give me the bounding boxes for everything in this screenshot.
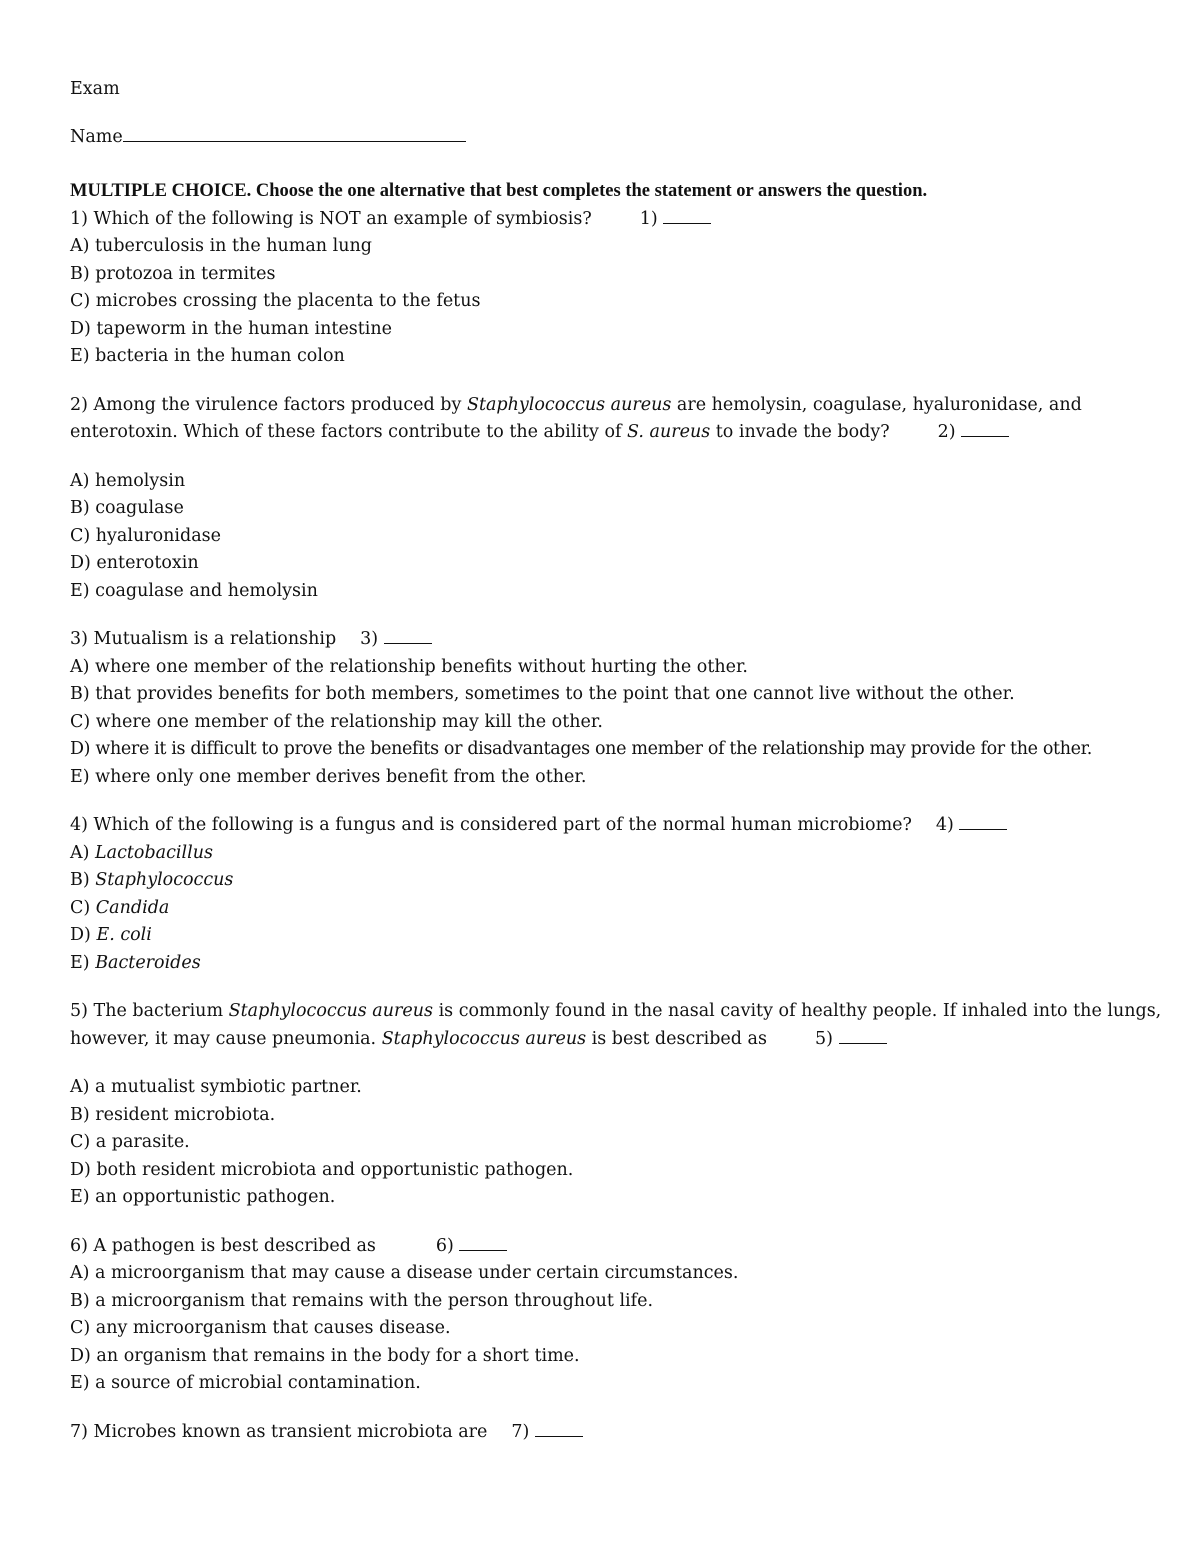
option-letter: A) [70, 842, 90, 863]
answer-number: 5) [814, 1028, 833, 1049]
answer-blank[interactable] [839, 1027, 887, 1044]
option-c[interactable]: C) microbes crossing the placenta to the fetus [70, 291, 481, 311]
answer-blank[interactable] [459, 1234, 507, 1251]
question-3 [70, 626, 1140, 791]
name-field[interactable] [123, 121, 466, 142]
question-stem [70, 998, 1162, 1053]
option-b[interactable]: B) coagulase [70, 498, 184, 518]
option-text: Staphylococcus [95, 870, 234, 890]
option-a[interactable]: A) tuberculosis in the human lung [70, 236, 372, 256]
question-4 [70, 812, 1140, 977]
answer-number: 7) [511, 1421, 530, 1442]
answer-blank[interactable] [663, 207, 711, 224]
answer-blank[interactable] [961, 420, 1009, 437]
question-text: enterotoxin. Which of these factors contribute to the ability of [70, 422, 628, 442]
answer-number: 2) [937, 422, 956, 442]
question-text: is best described as [586, 1028, 767, 1049]
question-text: 7) Microbes known as transient microbiota are [70, 1421, 488, 1442]
question-text: 2) Among the virulence factors produced by [70, 394, 467, 415]
answer-blank[interactable] [959, 813, 1007, 830]
question-text: 5) The bacterium [70, 1001, 229, 1021]
answer-number: 3) [360, 629, 379, 649]
option-text: Lactobacillus [95, 842, 213, 863]
option-e[interactable]: E) an opportunistic pathogen. [70, 1187, 336, 1207]
question-text: 4) Which of the following is a fungus and is considered part of the normal human microbiome? [70, 815, 912, 835]
option-a[interactable]: A) a microorganism that may cause a disease under certain circumstances. [70, 1263, 739, 1283]
name-label: Name [70, 126, 123, 147]
option-c[interactable]: C) hyaluronidase [70, 525, 221, 546]
question-5 [70, 998, 1162, 1212]
option-e[interactable]: E) bacteria in the human colon [70, 346, 345, 366]
option-text: Candida [95, 897, 170, 918]
question-stem [70, 392, 1140, 447]
question-text: are hemolysin, coagulase, hyaluronidase, and [671, 394, 1082, 415]
question-text: is commonly found in the nasal cavity of healthy people. If inhaled into the lungs, [433, 1001, 1162, 1021]
organism-name: Staphylococcus aureus [466, 394, 672, 415]
question-text: 1) Which of the following is NOT an example of symbiosis? [70, 208, 592, 229]
question-text: 3) Mutualism is a relationship [70, 629, 337, 649]
option-d[interactable]: D) enterotoxin [70, 553, 199, 573]
option-d[interactable]: D) tapeworm in the human intestine [70, 318, 393, 339]
question-stem [70, 812, 1140, 840]
option-c[interactable] [70, 895, 1140, 923]
option-a[interactable]: A) where one member of the relationship benefits without hurting the other. [70, 656, 748, 677]
option-c[interactable]: C) any microorganism that causes disease. [70, 1318, 451, 1338]
option-d[interactable]: D) both resident microbiota and opportunistic pathogen. [70, 1159, 574, 1180]
question-1 [70, 206, 1140, 371]
question-6 [70, 1233, 1140, 1398]
option-b[interactable] [70, 867, 1140, 895]
exam-title: Exam [70, 79, 120, 99]
question-text: 6) A pathogen is best described as [70, 1235, 376, 1256]
answer-number: 1) [639, 208, 658, 229]
option-b[interactable]: B) that provides benefits for both members, sometimes to the point that one cannot live without the other. [70, 684, 1015, 704]
option-b[interactable]: B) resident microbiota. [70, 1104, 276, 1125]
option-e[interactable]: E) a source of microbial contamination. [70, 1373, 421, 1393]
question-text: however, it may cause pneumonia. [70, 1028, 382, 1049]
answer-blank[interactable] [535, 1420, 583, 1437]
option-d[interactable] [70, 922, 1140, 950]
option-a[interactable]: A) a mutualist symbiotic partner. [70, 1077, 362, 1097]
option-a[interactable]: A) hemolysin [70, 470, 186, 491]
option-c[interactable]: C) where one member of the relationship may kill the other. [70, 711, 603, 732]
question-text: to invade the body? [710, 422, 890, 442]
question-stem [70, 1419, 1140, 1447]
option-letter: C) [70, 897, 91, 918]
question-7 [70, 1419, 1140, 1447]
option-a[interactable] [70, 840, 1140, 868]
option-letter: D) [70, 925, 91, 945]
answer-number: 6) [435, 1235, 454, 1256]
option-b[interactable]: B) a microorganism that remains with the person throughout life. [70, 1290, 654, 1311]
option-text: Bacteroides [95, 952, 201, 973]
option-e[interactable]: E) coagulase and hemolysin [70, 580, 318, 601]
instructions: MULTIPLE CHOICE. Choose the one alternative that best completes the statement or answers the question. [70, 181, 928, 201]
question-stem [70, 206, 1140, 234]
option-text: E. coli [96, 925, 152, 945]
option-letter: E) [70, 952, 90, 973]
question-stem [70, 626, 1140, 654]
exam-page [70, 76, 1162, 1467]
question-stem [70, 1233, 1140, 1261]
option-c[interactable]: C) a parasite. [70, 1132, 190, 1152]
option-e[interactable] [70, 950, 1140, 978]
option-letter: B) [70, 870, 90, 890]
option-d[interactable]: D) where it is difficult to prove the benefits or disadvantages one member of the relationship may provide for the other. [70, 739, 1092, 759]
option-d[interactable]: D) an organism that remains in the body for a short time. [70, 1345, 580, 1366]
answer-number: 4) [935, 815, 954, 835]
organism-name: S. aureus [627, 422, 711, 442]
option-e[interactable]: E) where only one member derives benefit from the other. [70, 766, 587, 787]
question-2 [70, 392, 1140, 606]
option-b[interactable]: B) protozoa in termites [70, 263, 276, 284]
answer-blank[interactable] [384, 627, 432, 644]
organism-name: Staphylococcus aureus [228, 1001, 433, 1021]
name-row [70, 121, 1140, 152]
organism-name: Staphylococcus aureus [381, 1028, 587, 1049]
